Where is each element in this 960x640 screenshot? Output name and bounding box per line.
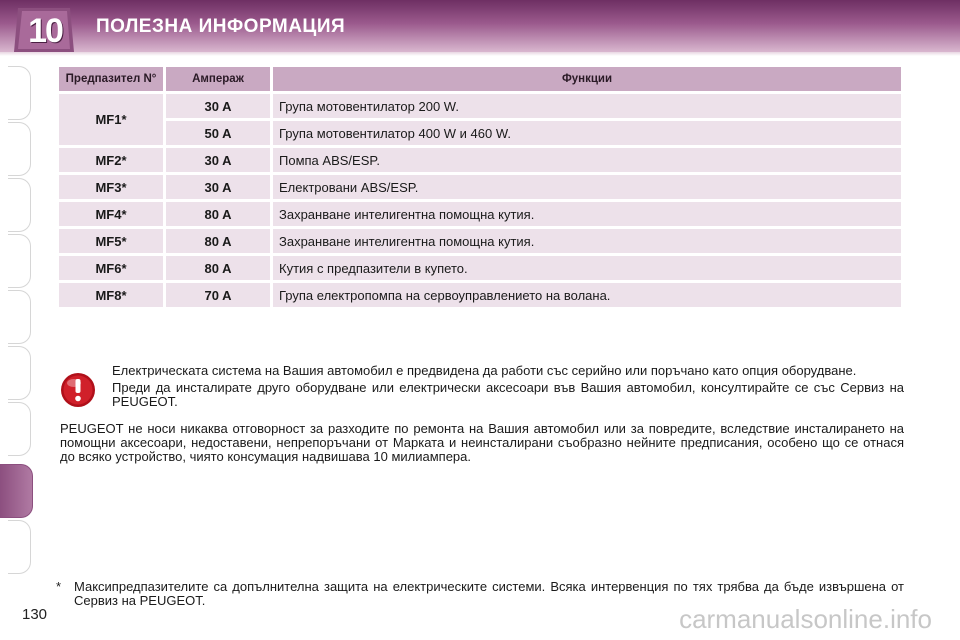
chapter-tab[interactable] (8, 346, 31, 400)
fuse-function: Група мотовентилатор 400 W и 460 W. (273, 121, 901, 145)
warning-paragraph: Електрическата система на Вашия автомобил е предвидена да работи със серийно или поръчано като опция оборудване. (112, 363, 857, 378)
footnote-marker: * (56, 579, 62, 594)
column-header-fuse: Предпазител N° (59, 67, 163, 91)
fuse-number: MF2* (59, 148, 163, 172)
fuse-amperage: 80 A (166, 202, 270, 226)
column-header-functions: Функции (273, 67, 901, 91)
fuse-number: MF6* (59, 256, 163, 280)
chapter-number: 10 (28, 12, 62, 50)
fuse-function: Помпа ABS/ESP. (273, 148, 901, 172)
chapter-tab[interactable] (8, 290, 31, 344)
fuse-function: Кутия с предпазители в купето. (273, 256, 901, 280)
chapter-tab-active[interactable] (0, 464, 33, 518)
exclamation-warning-icon (60, 372, 96, 408)
page-number: 130 (22, 606, 48, 623)
fuse-number: MF3* (59, 175, 163, 199)
table-row (59, 283, 901, 307)
fuse-number: MF5* (59, 229, 163, 253)
fuse-function: Група електропомпа на сервоуправлението на волана. (273, 283, 901, 307)
header-shadow (0, 52, 960, 56)
chapter-tab[interactable] (8, 520, 31, 574)
fuse-function: Електровани ABS/ESP. (273, 175, 901, 199)
warning-text-block (112, 364, 904, 412)
warning-paragraph: Преди да инсталирате друго оборудване или електрически аксесоари във Вашия автомобил, консултирайте се със Сервиз на PEUGEOT. (112, 380, 904, 409)
fuse-number: MF4* (59, 202, 163, 226)
watermark: carmanualsonline.info (679, 604, 932, 634)
fuse-amperage: 50 A (166, 121, 270, 145)
fuse-number: MF1* (59, 94, 163, 145)
chapter-tab[interactable] (8, 402, 31, 456)
table-header-row (59, 67, 901, 91)
fuse-amperage: 70 A (166, 283, 270, 307)
fuse-function: Група мотовентилатор 200 W. (273, 94, 901, 118)
chapter-tab[interactable] (8, 178, 31, 232)
fuse-function: Захранване интелигентна помощна кутия. (273, 202, 901, 226)
fuse-amperage: 30 A (166, 94, 270, 118)
footnote-text: Максипредпазителите са допълнителна защита на електрическите системи. Всяка интервенция по тях трябва да бъде извършена от Сервиз на PEUGEOT. (74, 579, 904, 608)
table-row (59, 175, 901, 199)
fuse-amperage: 30 A (166, 148, 270, 172)
table-row (59, 148, 901, 172)
fuse-table (56, 64, 904, 310)
column-header-amperage: Ампераж (166, 67, 270, 91)
table-row (59, 229, 901, 253)
warning-paragraph: PEUGEOT не носи никаква отговорност за разходите по ремонта на Вашия автомобил или за повредите, вследствие инсталирането на помощни аксесоари, недоставени, непрепоръчани от Марката и неинсталирани съобразно нейните предписания, особено що се отнася до всяко устройство, чиято консумация надвишава 10 милиампера. (60, 421, 904, 464)
fuse-function: Захранване интелигентна помощна кутия. (273, 229, 901, 253)
fuse-amperage: 80 A (166, 229, 270, 253)
fuse-amperage: 30 A (166, 175, 270, 199)
chapter-tab[interactable] (8, 234, 31, 288)
fuse-amperage: 80 A (166, 256, 270, 280)
table-row (59, 94, 901, 118)
table-row (59, 121, 901, 145)
chapter-tab[interactable] (8, 122, 31, 176)
fuse-number: MF8* (59, 283, 163, 307)
table-row (59, 202, 901, 226)
table-row (59, 256, 901, 280)
chapter-tabs (0, 60, 34, 580)
page-title: ПОЛЕЗНА ИНФОРМАЦИЯ (96, 16, 346, 37)
chapter-tab[interactable] (8, 66, 31, 120)
